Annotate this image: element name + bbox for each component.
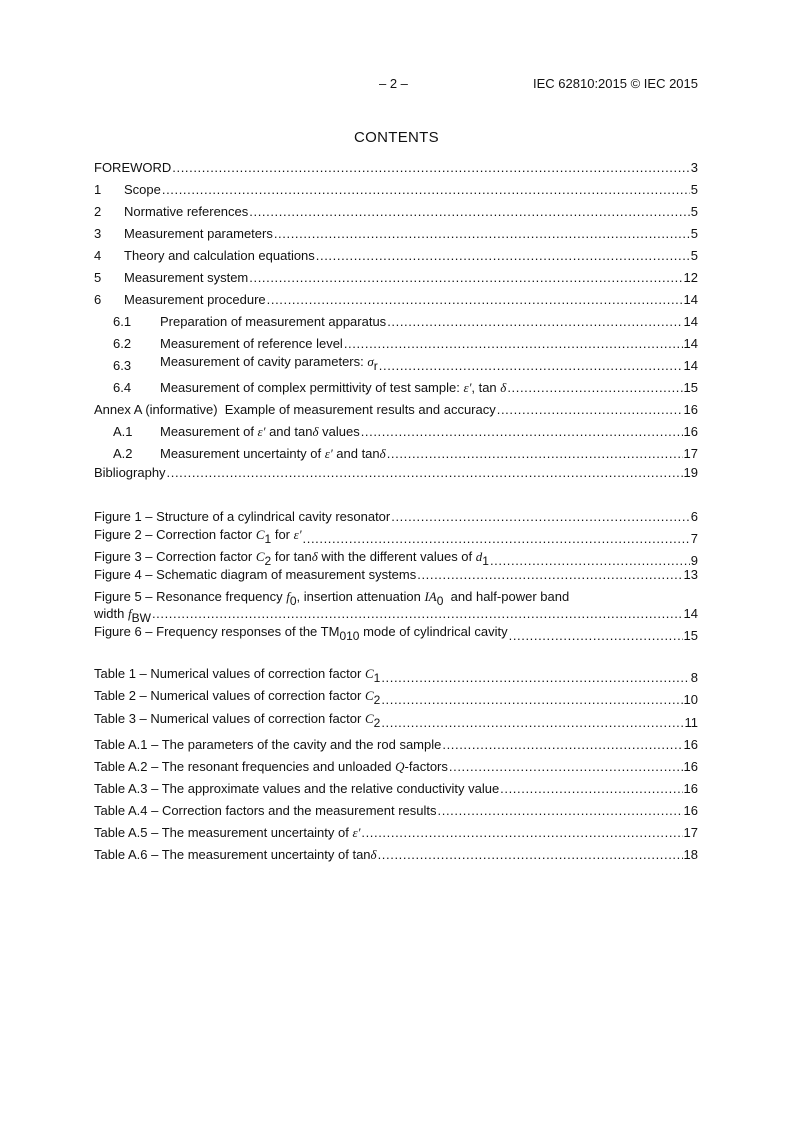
toc-page: 16 bbox=[683, 803, 698, 818]
toc-entry-table-a2[interactable] bbox=[94, 759, 698, 775]
toc-entry-scope[interactable] bbox=[94, 182, 698, 198]
toc-entry-figure-4[interactable] bbox=[94, 567, 698, 583]
toc-entry-a-1[interactable] bbox=[113, 424, 698, 440]
toc-page: 14 bbox=[683, 292, 698, 307]
toc-num: 6 bbox=[94, 292, 102, 307]
toc-label: Figure 5 – Resonance frequency $f_0$, insertion attenuation $IA_0$ and half-power band bbox=[94, 589, 570, 608]
toc-page: 15 bbox=[683, 628, 698, 643]
toc-label: Measurement system bbox=[124, 270, 249, 285]
toc-page: 11 bbox=[684, 715, 698, 730]
toc-label: Normative references bbox=[124, 204, 249, 219]
toc-page: 14 bbox=[683, 336, 698, 351]
toc-page: 5 bbox=[690, 248, 698, 263]
toc-entry-6-2[interactable] bbox=[113, 336, 698, 352]
toc-entry-6-3[interactable] bbox=[113, 354, 698, 374]
toc-entry-theory[interactable] bbox=[94, 248, 698, 264]
toc-label: Measurement uncertainty of ε' and tanδ bbox=[160, 446, 386, 461]
toc-entry-table-2[interactable] bbox=[94, 688, 698, 708]
toc-page: 7 bbox=[690, 531, 698, 546]
toc-label: Scope bbox=[124, 182, 161, 197]
toc-label: FOREWORD bbox=[94, 160, 172, 175]
toc-entry-bibliography[interactable] bbox=[94, 465, 698, 481]
toc-label: Measurement of ε' and tanδ values bbox=[160, 424, 360, 439]
toc-page: 16 bbox=[683, 737, 698, 752]
toc-label: Measurement procedure bbox=[124, 292, 266, 307]
toc-entry-figure-6[interactable] bbox=[94, 624, 698, 644]
toc-entry-6-4[interactable] bbox=[113, 380, 698, 396]
toc-entry-normative-references[interactable] bbox=[94, 204, 698, 220]
toc-label: Figure 1 – Structure of a cylindrical cavity resonator bbox=[94, 509, 391, 524]
toc-page: 18 bbox=[683, 847, 698, 862]
toc-page: 17 bbox=[683, 446, 698, 461]
toc-label: Bibliography bbox=[94, 465, 166, 480]
toc-page: 5 bbox=[690, 182, 698, 197]
toc-page: 15 bbox=[683, 380, 698, 395]
toc-label: Table 3 – Numerical values of correction factor $C_2$ bbox=[94, 711, 381, 730]
toc-label: Table A.1 – The parameters of the cavity and the rod sample bbox=[94, 737, 442, 752]
toc-label: Measurement parameters bbox=[124, 226, 273, 241]
toc-label: Table A.6 – The measurement uncertainty of tanδ bbox=[94, 847, 377, 862]
toc-page: 16 bbox=[683, 402, 698, 417]
toc-page: 6 bbox=[690, 509, 698, 524]
contents-title: CONTENTS bbox=[354, 129, 439, 146]
toc-page: 3 bbox=[690, 160, 698, 175]
toc-page: 5 bbox=[690, 226, 698, 241]
toc-page: 19 bbox=[683, 465, 698, 480]
toc-label: Table A.3 – The approximate values and the relative conductivity value bbox=[94, 781, 500, 796]
toc-entry-measurement-procedure[interactable] bbox=[94, 292, 698, 308]
toc-page: 14 bbox=[683, 606, 698, 621]
toc-entry-annex-a[interactable] bbox=[94, 402, 698, 418]
toc-label: Preparation of measurement apparatus bbox=[160, 314, 387, 329]
toc-label: Table 1 – Numerical values of correction factor $C_1$ bbox=[94, 666, 381, 685]
toc-page: 14 bbox=[683, 314, 698, 329]
toc-entry-figure-2[interactable] bbox=[94, 527, 698, 547]
page-number: – 2 – bbox=[379, 76, 408, 91]
toc-num: 5 bbox=[94, 270, 102, 285]
toc-label: Table 2 – Numerical values of correction factor $C_2$ bbox=[94, 688, 381, 707]
toc-num: 6.2 bbox=[113, 336, 132, 351]
toc-page: 10 bbox=[683, 692, 698, 707]
standard-id: IEC 62810:2015 © IEC 2015 bbox=[533, 76, 698, 91]
toc-label: Annex A (informative) Example of measurement results and accuracy bbox=[94, 402, 496, 417]
toc-entry-table-a3[interactable] bbox=[94, 781, 698, 797]
toc-label: Measurement of cavity parameters: $\sigma_r$ bbox=[160, 354, 378, 373]
toc-num: 2 bbox=[94, 204, 102, 219]
toc-entry-table-a6[interactable] bbox=[94, 847, 698, 863]
toc-entry-table-a1[interactable] bbox=[94, 737, 698, 753]
toc-page: 12 bbox=[683, 270, 698, 285]
toc-page: 9 bbox=[690, 553, 698, 568]
toc-page: 16 bbox=[683, 759, 698, 774]
toc-label: Table A.2 – The resonant frequencies and unloaded Q-factors bbox=[94, 759, 448, 774]
toc-entry-table-a4[interactable] bbox=[94, 803, 698, 819]
toc-entry-measurement-parameters[interactable] bbox=[94, 226, 698, 242]
toc-label: Figure 6 – Frequency responses of the $TM_{010}$ mode of cylindrical cavity bbox=[94, 624, 508, 643]
toc-entry-table-a5[interactable] bbox=[94, 825, 698, 841]
toc-num: 6.1 bbox=[113, 314, 132, 329]
toc-page: 17 bbox=[683, 825, 698, 840]
toc-page: 14 bbox=[683, 358, 698, 373]
toc-entry-table-1[interactable] bbox=[94, 666, 698, 686]
toc-label: Theory and calculation equations bbox=[124, 248, 315, 263]
toc-page: 5 bbox=[690, 204, 698, 219]
toc-entry-table-3[interactable] bbox=[94, 711, 698, 731]
toc-num: 1 bbox=[94, 182, 102, 197]
toc-entry-measurement-system[interactable] bbox=[94, 270, 698, 286]
toc-entry-figure-5[interactable] bbox=[94, 589, 698, 623]
toc-entry-figure-1[interactable] bbox=[94, 509, 698, 525]
toc-entry-a-2[interactable] bbox=[113, 446, 698, 462]
toc-label: Table A.5 – The measurement uncertainty of ε' bbox=[94, 825, 361, 840]
toc-num: A.1 bbox=[113, 424, 133, 439]
toc-label: Figure 4 – Schematic diagram of measurement systems bbox=[94, 567, 417, 582]
toc-num: 3 bbox=[94, 226, 102, 241]
toc-num: 4 bbox=[94, 248, 102, 263]
toc-label: Figure 3 – Correction factor $C_2$ for tanδ with the different values of $d_1$ bbox=[94, 549, 489, 568]
toc-page: 16 bbox=[683, 424, 698, 439]
toc-label-cont: width $f_{BW}$ bbox=[94, 606, 151, 625]
toc-num: 6.4 bbox=[113, 380, 132, 395]
toc-num: A.2 bbox=[113, 446, 133, 461]
toc-label: Measurement of reference level bbox=[160, 336, 343, 351]
toc-label: Table A.4 – Correction factors and the measurement results bbox=[94, 803, 437, 818]
toc-entry-foreword[interactable] bbox=[94, 160, 698, 176]
toc-label: Figure 2 – Correction factor $C_1$ for ε' bbox=[94, 527, 302, 546]
toc-entry-6-1[interactable] bbox=[113, 314, 698, 330]
toc-page: 16 bbox=[683, 781, 698, 796]
toc-num: 6.3 bbox=[113, 358, 132, 373]
toc-page: 13 bbox=[683, 567, 698, 582]
toc-label: Measurement of complex permittivity of test sample: ε', tan δ bbox=[160, 380, 507, 395]
toc-page: 8 bbox=[690, 670, 698, 685]
